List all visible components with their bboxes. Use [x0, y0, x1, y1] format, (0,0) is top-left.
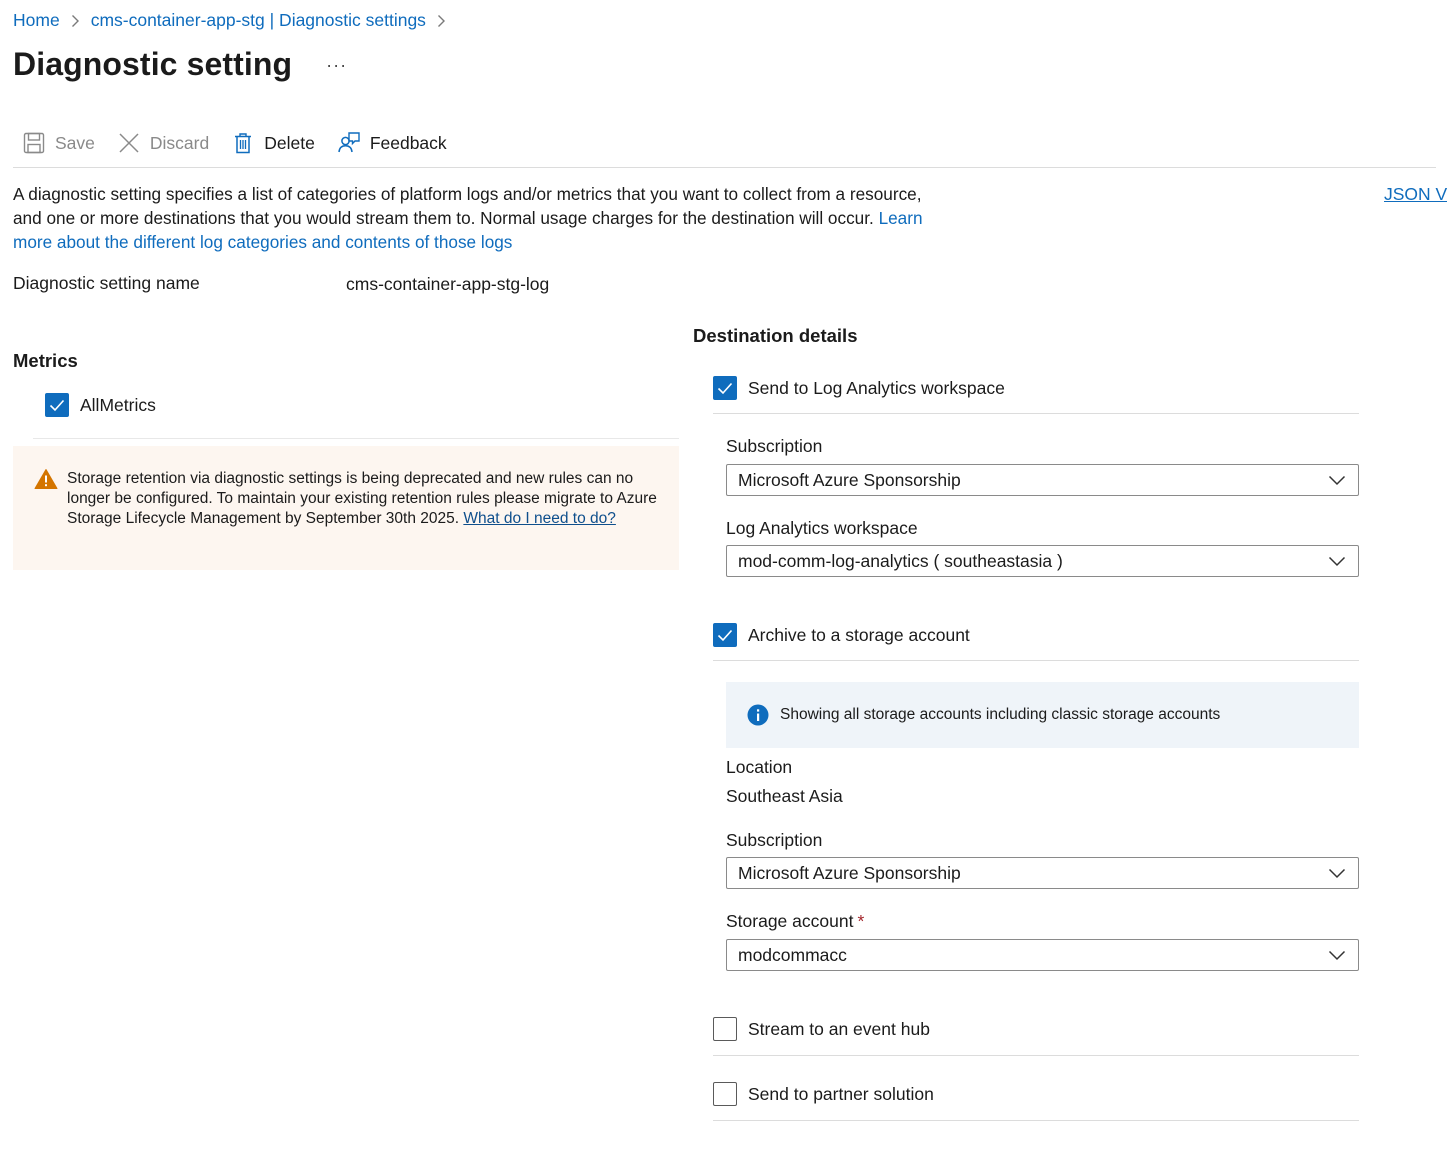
la-workspace-value: mod-comm-log-analytics ( southeastasia ) [738, 550, 1063, 571]
checkmark-icon [717, 629, 733, 642]
checkmark-icon [49, 399, 65, 412]
storage-account-dropdown[interactable] [726, 939, 1359, 971]
info-icon [747, 704, 769, 726]
allmetrics-checkbox-row[interactable] [45, 393, 156, 417]
breadcrumb [13, 10, 457, 31]
page-title: Diagnostic setting [13, 46, 293, 82]
allmetrics-label: AllMetrics [80, 394, 156, 415]
breadcrumb-home-link[interactable]: Home [13, 10, 60, 30]
allmetrics-checkbox[interactable] [45, 393, 69, 417]
event-hub-divider [713, 1055, 1359, 1056]
storage-subscription-label: Subscription [726, 830, 823, 850]
partner-label: Send to partner solution [748, 1083, 934, 1104]
delete-button[interactable] [231, 131, 315, 155]
checkmark-icon [717, 382, 733, 395]
storage-info-text: Showing all storage accounts including classic storage accounts [780, 706, 1221, 723]
partner-checkbox[interactable] [713, 1082, 737, 1106]
log-analytics-divider [713, 413, 1359, 414]
storage-subscription-value: Microsoft Azure Sponsorship [738, 862, 961, 883]
la-subscription-label: Subscription [726, 436, 823, 456]
chevron-down-icon [1328, 474, 1346, 486]
metrics-divider [33, 438, 679, 439]
event-hub-checkbox[interactable] [713, 1017, 737, 1041]
storage-account-label [726, 911, 864, 932]
la-workspace-dropdown[interactable] [726, 545, 1359, 577]
what-do-i-need-to-do-link[interactable]: What do I need to do? [463, 510, 616, 527]
breadcrumb-diagnostic-settings-link[interactable]: cms-container-app-stg | Diagnostic settings [90, 10, 426, 30]
destination-heading: Destination details [693, 325, 858, 346]
storage-info-banner [726, 682, 1359, 748]
location-value: Southeast Asia [726, 786, 843, 806]
feedback-button-label: Feedback [369, 132, 447, 153]
la-workspace-label: Log Analytics workspace [726, 518, 918, 538]
setting-name-label: Diagnostic setting name [13, 273, 200, 293]
partner-divider [713, 1120, 1359, 1121]
learn-more-link[interactable]: Learn more about the different log categories and contents of those logs [13, 208, 923, 252]
chevron-down-icon [1328, 867, 1346, 879]
event-hub-label: Stream to an event hub [748, 1018, 930, 1039]
storage-account-label-text: Storage account [726, 911, 854, 931]
delete-button-label: Delete [264, 132, 315, 153]
close-icon [117, 131, 141, 155]
discard-button[interactable] [117, 131, 209, 155]
log-analytics-checkbox[interactable] [713, 376, 737, 400]
feedback-icon [337, 131, 361, 155]
save-button-label: Save [55, 132, 95, 153]
log-analytics-label: Send to Log Analytics workspace [748, 377, 1005, 398]
event-hub-checkbox-row[interactable] [713, 1017, 930, 1041]
save-icon [22, 131, 46, 155]
chevron-right-icon [437, 14, 446, 28]
chevron-right-icon [71, 14, 80, 28]
storage-account-value: modcommacc [738, 944, 847, 965]
command-bar [13, 128, 469, 158]
la-subscription-dropdown[interactable] [726, 464, 1359, 496]
metrics-heading: Metrics [13, 350, 78, 371]
description-text: A diagnostic setting specifies a list of categories of platform logs and/or metrics that you want to collect from a resource, and one or more destinations that you would stream them to. Normal usage charges for the destination will occur. [13, 184, 922, 228]
description [13, 182, 953, 254]
setting-name-value: cms-container-app-stg-log [346, 274, 550, 294]
discard-button-label: Discard [149, 132, 210, 153]
log-analytics-checkbox-row[interactable] [713, 376, 1005, 400]
feedback-button[interactable] [337, 131, 447, 155]
json-view-link[interactable]: JSON V [1384, 184, 1447, 204]
chevron-down-icon [1328, 555, 1346, 567]
trash-icon [231, 131, 255, 155]
retention-warning-banner [13, 446, 679, 570]
storage-label: Archive to a storage account [748, 624, 970, 645]
warning-message: Storage retention via diagnostic settings is being deprecated and new rules can no longer be configured. To maintain your existing retention rules please migrate to Azure Storage Lifecycle Management by September 30th 2025. [67, 470, 657, 527]
more-options-button[interactable]: ··· [326, 55, 348, 75]
location-label: Location [726, 757, 793, 777]
chevron-down-icon [1328, 949, 1346, 961]
save-button[interactable] [22, 131, 95, 155]
title-row [13, 46, 347, 83]
required-marker: * [857, 911, 865, 931]
storage-checkbox[interactable] [713, 623, 737, 647]
toolbar-divider [13, 167, 1436, 168]
storage-subscription-dropdown[interactable] [726, 857, 1359, 889]
warning-text [67, 469, 667, 529]
la-subscription-value: Microsoft Azure Sponsorship [738, 469, 961, 490]
storage-divider [713, 660, 1359, 661]
partner-checkbox-row[interactable] [713, 1082, 934, 1106]
warning-icon [34, 468, 58, 490]
storage-checkbox-row[interactable] [713, 623, 970, 647]
